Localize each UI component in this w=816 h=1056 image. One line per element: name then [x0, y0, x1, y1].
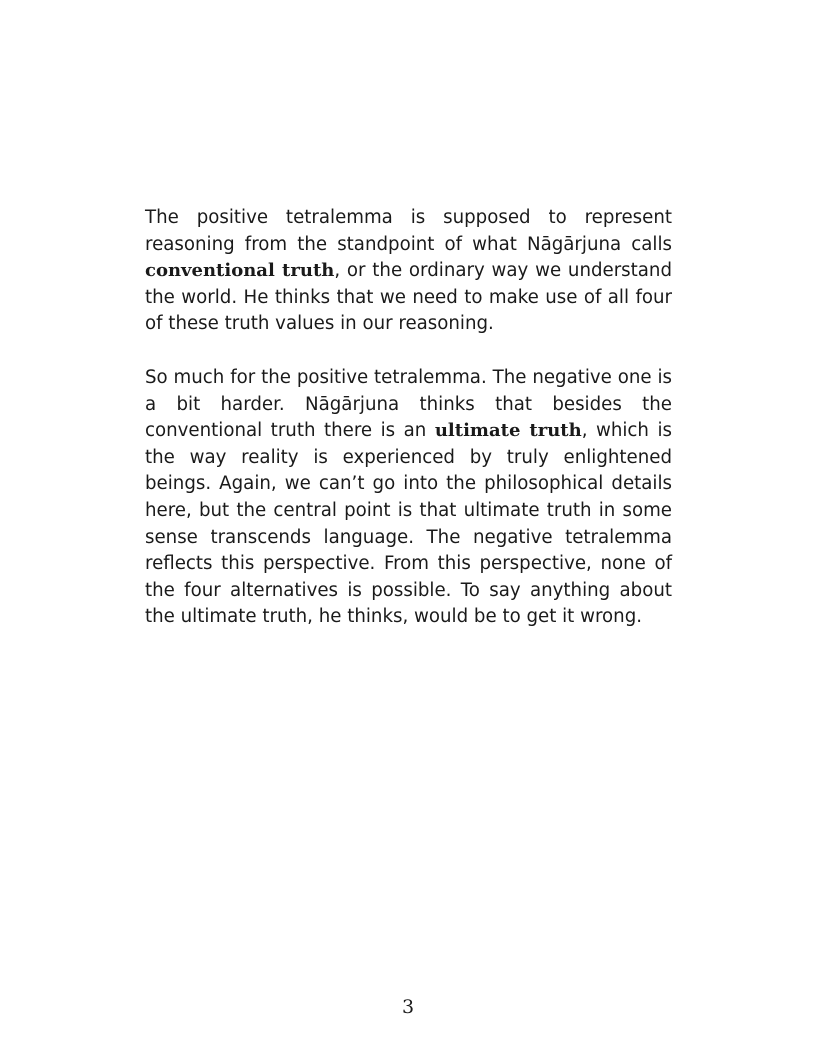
paragraph-text: , or the ordinary way we understand the world. He thinks that we need to make use of all four of these truth values in our reasoning.: [145, 260, 673, 335]
paragraph-text: The positive tetralemma is supposed to represent reasoning from the standpoint of what Nāgārjuna calls: [145, 207, 672, 255]
term-ultimate-truth: ultimate truth: [434, 420, 582, 442]
term-conventional-truth: conventional truth: [145, 260, 335, 282]
page-number: 3: [401, 996, 415, 1018]
body-text: [145, 205, 672, 631]
paragraph-text: , which is the way reality is experienced by truly enlightened beings. Again, we can’t go into the philosophical details here, but the central point is that ultimate truth in some sense transcends language. The negative tetralemma reflects this perspective. From this perspective, none of the four alternatives is possible. To say anything about the ultimate truth, he thinks, would be to get it wrong.: [145, 420, 673, 628]
paragraph-positive-tetralemma: [145, 205, 672, 338]
paragraph-text: So much for the positive tetralemma. The negative one is a bit harder. Nāgārjuna thinks that besides the conventional truth there is an: [145, 366, 672, 442]
paragraph-negative-tetralemma: [145, 365, 672, 631]
